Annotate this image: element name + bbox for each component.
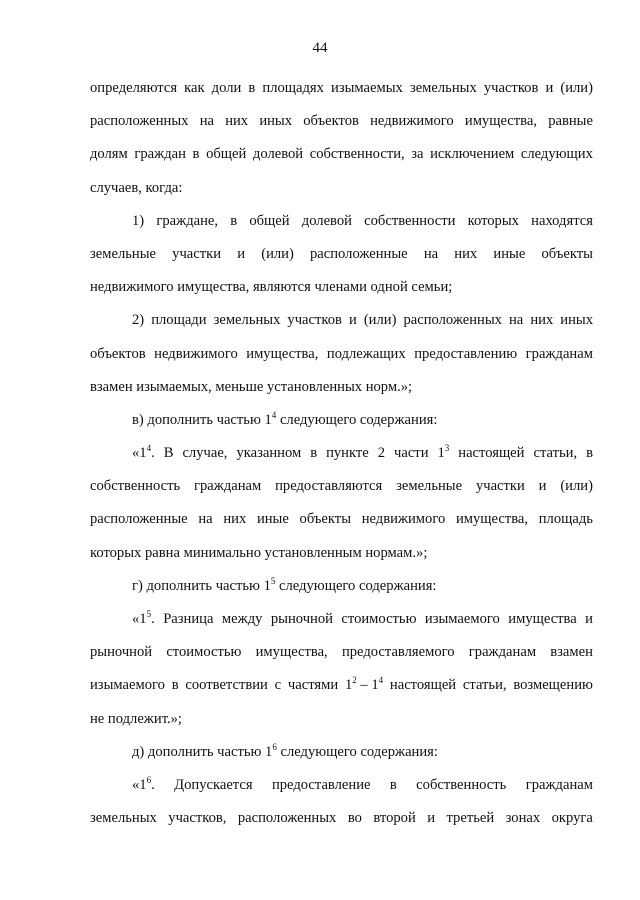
superscript: 3 <box>444 443 450 454</box>
word: за <box>411 146 424 163</box>
word: и <box>237 245 246 262</box>
word: (или) <box>560 478 593 495</box>
text-line <box>90 503 593 536</box>
word: которых <box>467 212 519 229</box>
page-number: 44 <box>312 40 328 56</box>
word: них <box>225 113 249 130</box>
superscript: 4 <box>378 675 384 686</box>
text-line <box>90 603 593 636</box>
text-line <box>90 338 593 371</box>
word: в <box>248 80 256 96</box>
word: рыночной <box>90 644 153 661</box>
word: как <box>184 80 205 96</box>
word: имущества, <box>246 345 319 362</box>
word: изымаемого <box>424 611 500 627</box>
word: недвижимого <box>361 511 446 528</box>
word: стоимостью <box>166 644 242 661</box>
text-line <box>90 172 593 205</box>
word: иных <box>560 312 593 329</box>
word: в <box>586 445 593 462</box>
word: настоящей <box>458 445 525 462</box>
text-line <box>90 570 593 603</box>
text-line <box>90 736 593 769</box>
word: иные <box>256 511 289 528</box>
word: недвижимого <box>370 113 454 130</box>
word: статьи, <box>462 677 507 694</box>
word: случае, <box>182 445 228 462</box>
word: имущества <box>508 611 577 627</box>
word: земельных <box>90 810 157 827</box>
word: земельных <box>409 80 477 96</box>
word: расположенных <box>403 312 502 329</box>
text-line <box>90 537 593 570</box>
word: них <box>223 511 247 528</box>
word: имущества, <box>464 113 537 130</box>
word: возмещению <box>513 677 593 694</box>
word: гражданам <box>525 776 593 793</box>
superscript: 4 <box>146 443 152 454</box>
word: собственность <box>90 478 181 495</box>
word: расположенные <box>310 245 408 262</box>
word: зонах <box>505 810 541 827</box>
document-body <box>90 72 593 835</box>
word: соответствии <box>185 677 268 694</box>
word: общей <box>206 146 247 163</box>
word: имущества, <box>455 511 529 528</box>
word: с <box>274 677 282 694</box>
word: округа <box>551 810 593 827</box>
word: стоимостью <box>341 611 417 627</box>
word: и <box>348 312 357 329</box>
word: имущества, <box>255 644 328 661</box>
word: «$1^4$. <box>132 443 155 462</box>
word: в <box>310 445 318 462</box>
line-text: д) дополнить частью $1^6$ следующего содержания: <box>132 741 438 760</box>
text-line <box>90 72 593 105</box>
word: участки <box>475 478 525 495</box>
word: иных <box>259 113 293 130</box>
word: площадь <box>538 511 593 528</box>
text-line <box>90 304 593 337</box>
word: граждане, <box>156 212 219 229</box>
word: взамен <box>550 644 593 661</box>
word: находятся <box>531 212 593 229</box>
word: земельные <box>396 478 463 495</box>
word: долям <box>90 146 128 163</box>
word: участков, <box>168 810 227 827</box>
word: гражданам <box>468 644 537 661</box>
word: них <box>454 245 478 262</box>
superscript: 5 <box>270 575 276 586</box>
text-line <box>90 371 593 404</box>
word: на <box>199 113 214 130</box>
word: собственности <box>364 212 456 229</box>
superscript: 2 <box>352 675 357 686</box>
line-text: г) дополнить частью $1^5$ следующего содержания: <box>132 575 437 594</box>
word: и <box>538 478 547 495</box>
line-text: недвижимого имущества, являются членами одной семьи; <box>90 279 453 296</box>
word: иные <box>493 245 526 262</box>
word: «$1^6$. <box>132 774 155 793</box>
word: подлежащих <box>326 345 406 362</box>
word: гражданам <box>193 478 262 495</box>
word: Разница <box>163 611 214 627</box>
word: недвижимого <box>154 345 238 362</box>
word: 2 <box>377 445 386 462</box>
line-text: которых равна минимально установленным нормам.»; <box>90 544 428 561</box>
word: частями <box>287 677 339 694</box>
line-text: в) дополнить частью $1^4$ следующего содержания: <box>132 409 438 428</box>
word: определяются <box>90 80 178 96</box>
word: указанном <box>236 445 302 462</box>
word: изымаемых <box>331 80 403 96</box>
text-line <box>90 205 593 238</box>
word: (или) <box>560 80 593 96</box>
text-line <box>90 703 593 736</box>
text-line <box>90 437 593 470</box>
word: граждан <box>134 146 186 163</box>
word: исключением <box>430 146 515 163</box>
word: общей <box>249 212 290 229</box>
superscript: 5 <box>146 609 152 619</box>
word: предоставление <box>271 776 371 793</box>
word: $1^2 - 1^4$ <box>344 675 384 694</box>
word: долевой <box>252 146 304 163</box>
word: в <box>192 146 200 163</box>
word: на <box>508 312 524 329</box>
word: $1^3$ <box>437 443 450 462</box>
word: второй <box>373 810 416 827</box>
word: земельных <box>213 312 281 329</box>
text-line <box>90 138 593 171</box>
word: площадях <box>262 80 324 96</box>
text-line <box>90 802 593 835</box>
word: и <box>545 80 554 96</box>
word: доли <box>211 80 242 96</box>
word: следующих <box>520 146 593 163</box>
word: изымаемого <box>90 677 165 694</box>
word: (или) <box>363 312 397 329</box>
word: участков <box>483 80 539 96</box>
word: участки <box>172 245 222 262</box>
text-line <box>90 105 593 138</box>
word: них <box>530 312 554 329</box>
word: объектов <box>90 345 146 362</box>
word: в <box>389 776 397 793</box>
word: предоставляемого <box>341 644 455 661</box>
word: в <box>230 212 238 229</box>
word: В <box>163 445 174 462</box>
word: на <box>198 511 213 528</box>
word: во <box>347 810 362 827</box>
superscript: 6 <box>272 741 277 752</box>
text-line <box>90 470 593 503</box>
word: объекты <box>299 511 351 528</box>
superscript: 6 <box>146 774 152 785</box>
word: объекты <box>541 245 593 262</box>
word: расположенных <box>237 810 337 827</box>
word: собственности, <box>309 146 405 163</box>
line-text: случаев, когда: <box>90 179 183 196</box>
text-line <box>90 769 593 802</box>
word: площади <box>151 312 207 329</box>
word: пункте <box>326 445 369 462</box>
word: и <box>585 611 593 627</box>
word: на <box>423 245 439 262</box>
word: расположенных <box>90 113 189 130</box>
word: «$1^5$. <box>132 609 155 627</box>
word: статьи, <box>533 445 578 462</box>
word: земельные <box>90 245 156 262</box>
text-line <box>90 238 593 271</box>
word: и <box>427 810 436 827</box>
word: (или) <box>261 245 294 262</box>
word: долевой <box>301 212 352 229</box>
word: 2) <box>132 312 145 329</box>
word: объектов <box>303 113 359 130</box>
word: предоставлению <box>414 345 518 362</box>
word: равные <box>548 113 593 130</box>
word: участков <box>287 312 342 329</box>
text-line <box>90 404 593 437</box>
word: расположенные <box>90 511 188 528</box>
line-text: не подлежит.»; <box>90 710 182 727</box>
word: собственность <box>416 776 507 793</box>
line-text: взамен изымаемых, меньше установленных норм.»; <box>90 378 413 395</box>
word: рыночной <box>270 611 333 627</box>
word: третьей <box>446 810 495 827</box>
word: настоящей <box>389 677 457 694</box>
word: предоставляются <box>275 478 383 495</box>
word: части <box>394 445 429 462</box>
word: гражданам <box>525 345 593 362</box>
word: между <box>221 611 263 627</box>
word: в <box>171 677 179 694</box>
text-line <box>90 669 593 702</box>
word: Допускается <box>174 776 253 793</box>
word: 1) <box>132 212 145 229</box>
text-line <box>90 636 593 669</box>
superscript: 4 <box>271 409 277 420</box>
text-line <box>90 271 593 304</box>
